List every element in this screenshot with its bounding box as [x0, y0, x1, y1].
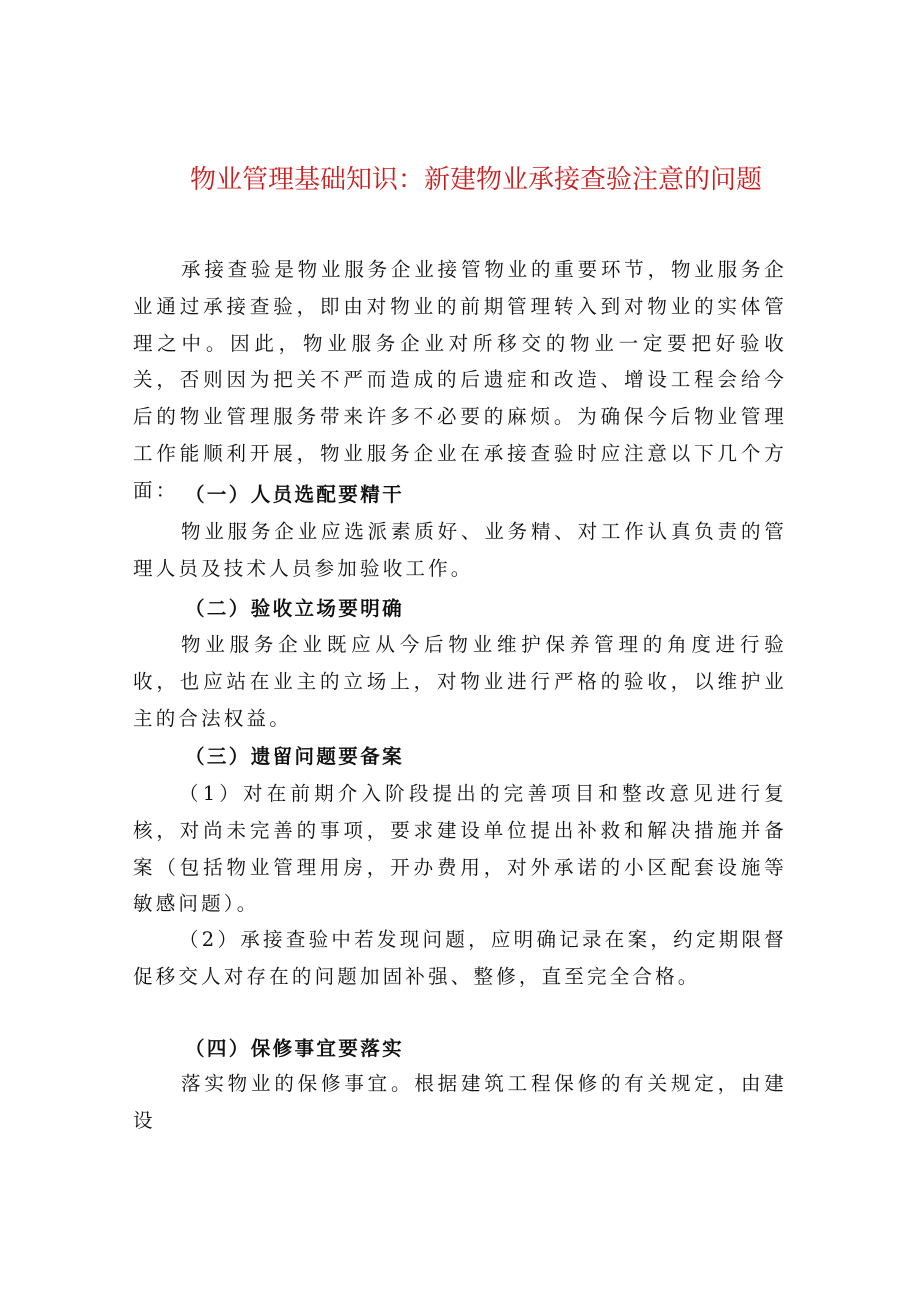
- section-1-paragraph: 物业服务企业应选派素质好、业务精、对工作认真负责的管理人员及技术人员参加验收工作。: [133, 520, 787, 580]
- section-3-paragraph-2: （2）承接查验中若发现问题，应明确记录在案，约定期限督促移交人对存在的问题加固补强、整修，直至完全合格。: [133, 928, 787, 988]
- intro-paragraph: 承接查验是物业服务企业接管物业的重要环节，物业服务企业通过承接查验，即由对物业的前期管理转入到对物业的实体管理之中。因此，物业服务企业对所移交的物业一定要把好验收关，否则因为把关不严而造成的后遗症和改造、增设工程会给今后的物业管理服务带来许多不必要的麻烦。为确保今后物业管理工作能顺利开展，物业服务企业在承接查验时应注意以下几个方面：: [133, 258, 787, 502]
- section-2-paragraph: 物业服务企业既应从今后物业维护保养管理的角度进行验收，也应站在业主的立场上，对物业进行严格的验收，以维护业主的合法权益。: [133, 633, 787, 730]
- section-heading-1: （一）人员选配要精干: [185, 483, 405, 506]
- section-heading-3: （三）遗留问题要备案: [185, 745, 405, 768]
- section-heading-2: （二）验收立场要明确: [185, 597, 405, 620]
- document-title: 物业管理基础知识：新建物业承接查验注意的问题: [190, 165, 763, 195]
- section-4-paragraph: 落实物业的保修事宜。根据建筑工程保修的有关规定，由建设: [133, 1072, 787, 1132]
- section-heading-4: （四）保修事宜要落实: [185, 1037, 405, 1060]
- section-3-paragraph-1: （1）对在前期介入阶段提出的完善项目和整改意见进行复核，对尚未完善的事项，要求建设单位提出补救和解决措施并备案（包括物业管理用房，开办费用，对外承诺的小区配套设施等敏感问题）。: [133, 782, 787, 916]
